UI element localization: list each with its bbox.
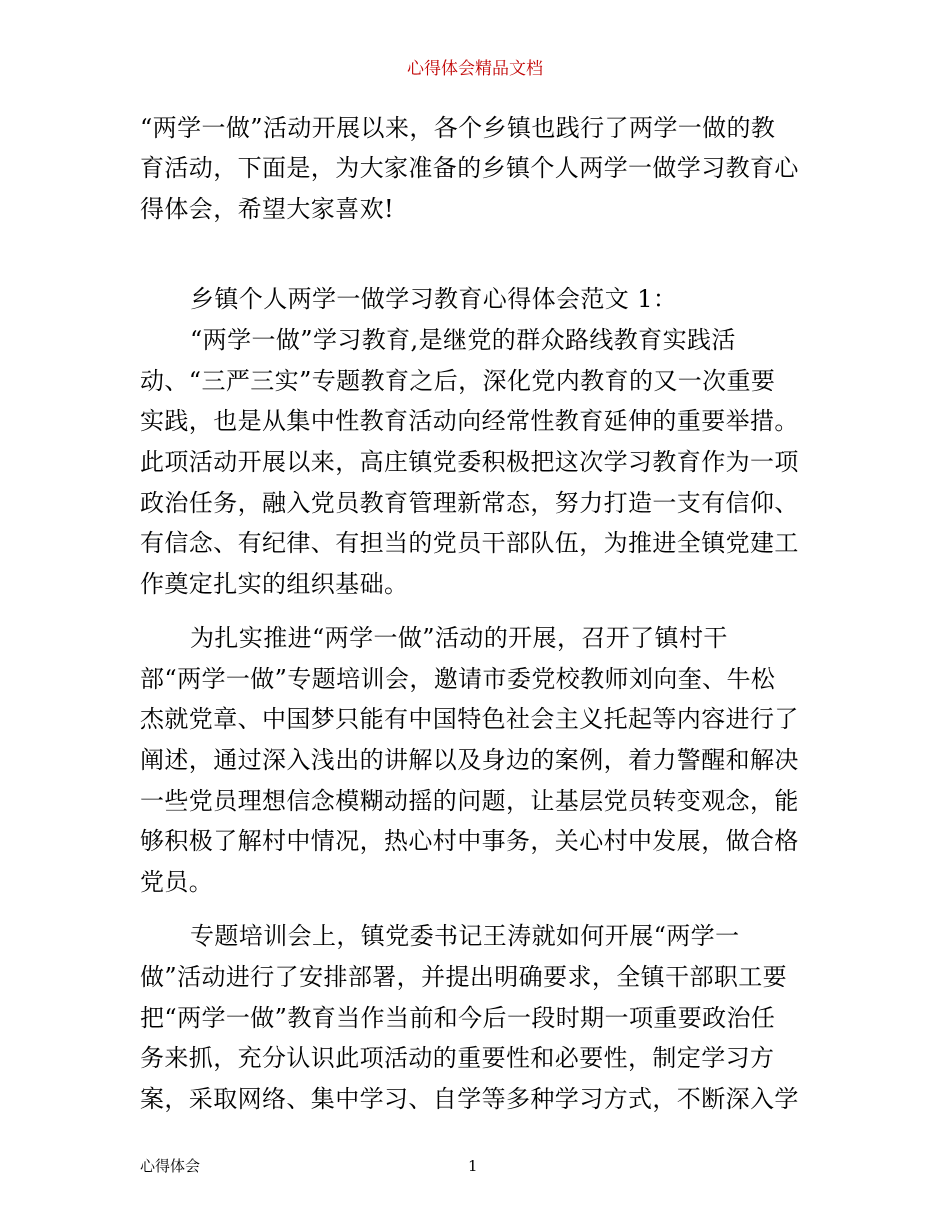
body-line: 动、“三严三实”专题教育之后，深化党内教育的又一次重要 <box>140 367 776 395</box>
body-line: 够积极了解村中情况，热心村中事务，关心村中发展，做合格 <box>140 827 799 855</box>
section-heading: 乡镇个人两学一做学习教育心得体会范文 1： <box>190 285 678 313</box>
body-line: 有信念、有纪律、有担当的党员干部队伍，为推进全镇党建工 <box>140 529 799 557</box>
body-line: 部“两学一做”专题培训会，邀请市委党校教师刘向奎、牛松 <box>140 665 776 693</box>
page-number: 1 <box>468 1157 478 1175</box>
body-line: 为扎实推进“两学一做”活动的开展，召开了镇村干 <box>190 624 728 652</box>
body-line: 得体会，希望大家喜欢! <box>140 195 395 223</box>
footer-label: 心得体会 <box>140 1157 201 1175</box>
body-line: 一些党员理想信念模糊动摇的问题，让基层党员转变观念，能 <box>140 787 799 815</box>
body-line: 实践，也是从集中性教育活动向经常性教育延伸的重要举措。 <box>140 407 799 435</box>
body-line: “两学一做”学习教育,是继党的群众路线教育实践活 <box>190 326 736 354</box>
page-header-title: 心得体会精品文档 <box>407 59 543 79</box>
body-line: 把“两学一做”教育当作当前和今后一段时期一项重要政治任 <box>140 1004 776 1032</box>
body-line: 务来抓，充分认识此项活动的重要性和必要性，制定学习方 <box>140 1044 775 1072</box>
body-line: 做”活动进行了安排部署，并提出明确要求，全镇干部职工要 <box>140 963 788 991</box>
body-line: 杰就党章、中国梦只能有中国特色社会主义托起等内容进行了 <box>140 705 799 733</box>
body-line: 政治任务，融入党员教育管理新常态，努力打造一支有信仰、 <box>140 489 799 517</box>
body-line: 作奠定扎实的组织基础。 <box>140 570 409 598</box>
body-line: 党员。 <box>140 868 214 896</box>
body-line: 专题培训会上，镇党委书记王涛就如何开展“两学一 <box>190 922 740 950</box>
body-line: 此项活动开展以来，高庄镇党委积极把这次学习教育作为一项 <box>140 448 799 476</box>
body-line: 案，采取网络、集中学习、自学等多种学习方式，不断深入学 <box>140 1085 799 1113</box>
body-line: 育活动，下面是，为大家准备的乡镇个人两学一做学习教育心 <box>140 154 799 182</box>
body-line: 阐述，通过深入浅出的讲解以及身边的案例，着力警醒和解决 <box>140 746 799 774</box>
body-line: “两学一做”活动开展以来，各个乡镇也践行了两学一做的教 <box>140 114 776 142</box>
